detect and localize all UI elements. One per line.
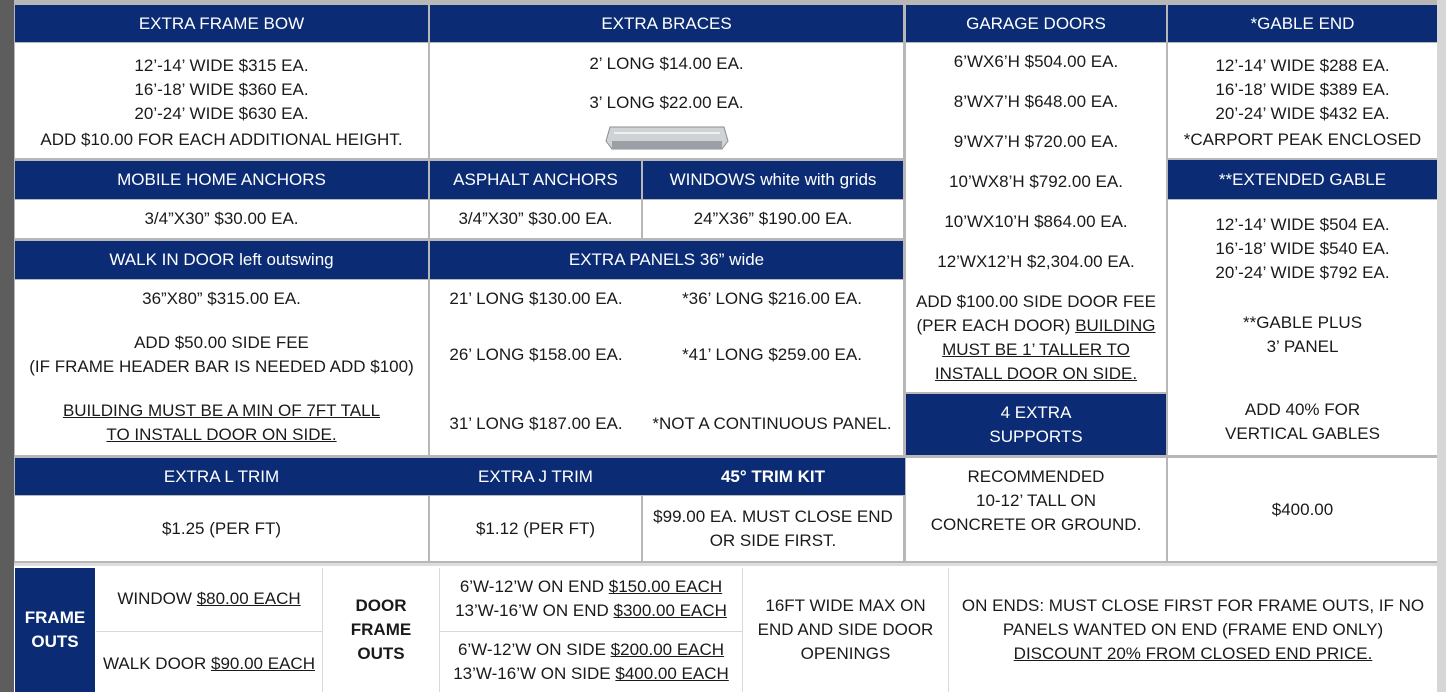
extra-frame-bow-header [15, 5, 428, 42]
max-width-note: END AND SIDE DOOR [757, 620, 934, 639]
door-frame-outs-label [323, 568, 439, 692]
frame-bow-line: 12’-14’ WIDE $315 EA. [134, 55, 309, 75]
extended-gable-header [1168, 160, 1437, 199]
asphalt-anchors-price: 3/4”X30” $30.00 EA. [458, 209, 613, 228]
side-door-price [453, 662, 729, 686]
extended-gable-title: **EXTENDED GABLE [1218, 169, 1387, 189]
extra-panels-title: EXTRA PANELS 36” wide [568, 250, 765, 269]
discount-note: DISCOUNT 20% FROM CLOSED END PRICE. [1013, 644, 1373, 663]
garage-door-item: 6’WX6’H $504.00 EA. [953, 52, 1119, 71]
gable-end-line: 20’-24’ WIDE $432 EA. [1215, 103, 1390, 123]
asphalt-anchors-cell [430, 200, 641, 238]
extra-frame-bow-title: EXTRA FRAME BOW [138, 13, 305, 33]
max-width-note: 16FT WIDE MAX ON [765, 596, 926, 615]
window-price: $80.00 EACH [196, 589, 301, 608]
garage-door-item: 10’WX8’H $792.00 EA. [949, 172, 1123, 191]
gable-end-header [1168, 5, 1437, 42]
recommended-text: RECOMMENDED [967, 467, 1105, 486]
gable-plus-text: **GABLE PLUS [1242, 313, 1363, 332]
frame-outs-label [15, 568, 95, 692]
l-trim-price: $1.25 (PER FT) [161, 518, 282, 538]
supports-recommendation-cell [906, 458, 1166, 561]
end-door-frame-outs-cell [440, 568, 742, 630]
extra-supports-header [906, 394, 1166, 455]
end-door-size: 13’W-16’W ON END [455, 601, 614, 620]
window-frame-out [117, 587, 300, 611]
extra-braces-title: EXTRA BRACES [601, 13, 732, 33]
end-door-price [455, 599, 727, 623]
j-trim-price: $1.12 (PER FT) [475, 518, 596, 538]
gable-end-line: 16’-18’ WIDE $389 EA. [1215, 79, 1390, 99]
side-door-amount: $200.00 EACH [610, 640, 725, 659]
panel-price: *41’ LONG $259.00 EA. [682, 345, 862, 364]
extra-j-trim-header [430, 458, 641, 495]
garage-doors-cell [906, 43, 1166, 392]
walk-in-door-header [15, 241, 428, 279]
brace-line: 2’ LONG $14.00 EA. [589, 54, 744, 73]
gable-end-line: 12’-14’ WIDE $288 EA. [1215, 55, 1390, 75]
install-side-text: INSTALL DOOR ON SIDE. [934, 364, 1138, 383]
extra-j-trim-title: EXTRA J TRIM [478, 466, 593, 486]
walk-in-door-cell [15, 280, 428, 455]
header-bar-text: (IF FRAME HEADER BAR IS NEEDED ADD $100) [29, 357, 414, 376]
extra-l-trim-header [15, 458, 428, 495]
continuous-panel-note: *NOT A CONTINUOUS PANEL. [652, 414, 892, 433]
trim-kit-cell [643, 496, 903, 561]
door-frame-outs-title: OUTS [357, 644, 405, 663]
brace-line: 3’ LONG $22.00 EA. [589, 93, 744, 112]
extra-l-trim-cell [15, 496, 428, 561]
garage-door-item: 10’WX10’H $864.00 EA. [944, 212, 1128, 231]
gable-end-cell [1168, 43, 1437, 158]
end-door-amount: $150.00 EACH [608, 577, 723, 596]
left-edge [0, 0, 14, 692]
min-height-text: TO INSTALL DOOR ON SIDE. [106, 425, 337, 444]
gable-plus-text: 3’ PANEL [1266, 337, 1339, 356]
extended-gable-line: 20’-24’ WIDE $792 EA. [1215, 263, 1390, 282]
recommended-text: CONCRETE OR GROUND. [930, 515, 1142, 534]
side-door-price [458, 638, 724, 662]
panels-left-column [430, 287, 642, 436]
extra-j-trim-cell [430, 496, 641, 561]
vertical-gables-text: ADD 40% FOR [1244, 400, 1361, 419]
walk-in-door-title: WALK IN DOOR left outswing [109, 250, 334, 269]
mobile-home-anchors-header [15, 161, 428, 199]
end-door-price [460, 575, 722, 599]
garage-doors-title: GARAGE DOORS [966, 13, 1106, 33]
mobile-home-anchors-title: MOBILE HOME ANCHORS [117, 170, 326, 189]
extended-gable-cell [1168, 200, 1437, 455]
side-door-size: 13’W-16’W ON SIDE [453, 664, 616, 683]
per-door-text: (PER EACH DOOR) [916, 316, 1076, 335]
ends-note-cell [949, 568, 1437, 692]
trim-kit-title: 45° TRIM KIT [720, 466, 826, 486]
windows-header [643, 161, 903, 199]
min-height-text: BUILDING MUST BE A MIN OF 7FT TALL [62, 401, 381, 420]
mobile-home-anchors-price: 3/4”X30” $30.00 EA. [144, 209, 299, 228]
extra-panels-header [430, 241, 903, 279]
building-taller-text: BUILDING [1075, 316, 1156, 335]
end-door-amount: $300.00 EACH [613, 601, 727, 620]
windows-title: WINDOWS white with grids [669, 170, 877, 189]
side-door-fee: ADD $100.00 SIDE DOOR FEE [916, 292, 1156, 311]
panel-price: 26’ LONG $158.00 EA. [449, 345, 623, 364]
walk-in-door-price: 36”X80” $315.00 EA. [142, 289, 301, 308]
max-width-note-cell [743, 568, 948, 692]
extra-braces-header [430, 5, 903, 42]
frame-outs-title: FRAME [24, 608, 86, 627]
panel-price: 31’ LONG $187.00 EA. [449, 414, 623, 433]
walk-door-frame-out [103, 652, 315, 676]
carport-peak-note: *CARPORT PEAK ENCLOSED [1183, 129, 1422, 149]
door-frame-outs-title: DOOR [355, 596, 407, 615]
side-fee-text: ADD $50.00 SIDE FEE [134, 333, 309, 352]
side-door-size: 6’W-12’W ON SIDE [457, 640, 611, 659]
garage-door-item: 12’WX12’H $2,304.00 EA. [937, 252, 1135, 271]
window-label: WINDOW [117, 589, 197, 608]
asphalt-anchors-title: ASPHALT ANCHORS [453, 170, 618, 189]
ends-note: PANELS WANTED ON END (FRAME END ONLY) [1002, 620, 1384, 639]
trim-kit-note: OR SIDE FIRST. [709, 530, 837, 550]
asphalt-anchors-header [430, 161, 641, 199]
extra-braces-cell [430, 43, 903, 158]
door-frame-outs-title: FRAME [350, 620, 412, 639]
building-taller-text: MUST BE 1’ TALLER TO [942, 340, 1130, 359]
panels-right-column [642, 287, 902, 436]
side-door-fee-note [917, 314, 1156, 338]
walk-door-label: WALK DOOR [103, 654, 212, 673]
right-edge [1437, 0, 1446, 692]
mobile-home-anchors-cell [15, 200, 428, 238]
end-door-size: 6’W-12’W ON END [459, 577, 609, 596]
supports-price-cell [1168, 458, 1437, 561]
windows-cell [643, 200, 903, 238]
max-width-note: OPENINGS [800, 644, 891, 663]
extended-gable-line: 12’-14’ WIDE $504 EA. [1215, 215, 1390, 234]
extra-supports-title: 4 EXTRA [1000, 402, 1072, 422]
garage-door-item: 9’WX7’H $720.00 EA. [953, 132, 1119, 151]
walk-door-frame-out-cell [96, 632, 322, 692]
extra-l-trim-title: EXTRA L TRIM [163, 466, 280, 486]
extra-supports-title: SUPPORTS [989, 426, 1083, 446]
gable-end-title: *GABLE END [1250, 13, 1355, 33]
walk-door-price: $90.00 EACH [211, 654, 315, 673]
frame-bow-line: 20’-24’ WIDE $630 EA. [134, 103, 309, 123]
frame-bow-line: 16’-18’ WIDE $360 EA. [134, 79, 309, 99]
supports-price: $400.00 [1271, 499, 1334, 519]
panel-price: 21’ LONG $130.00 EA. [449, 289, 623, 308]
extended-gable-line: 16’-18’ WIDE $540 EA. [1215, 239, 1390, 258]
ends-note: ON ENDS: MUST CLOSE FIRST FOR FRAME OUTS, IF NO [961, 596, 1425, 615]
garage-door-item: 8’WX7’H $648.00 EA. [953, 92, 1119, 111]
window-frame-out-cell [96, 568, 322, 630]
vertical-gables-text: VERTICAL GABLES [1225, 424, 1380, 443]
panel-price: *36’ LONG $216.00 EA. [682, 289, 862, 308]
garage-doors-header [906, 5, 1166, 42]
frame-bow-note: ADD $10.00 FOR EACH ADDITIONAL HEIGHT. [40, 129, 403, 149]
recommended-text: 10-12’ TALL ON [975, 491, 1096, 510]
trim-kit-price: $99.00 EA. MUST CLOSE END [653, 506, 893, 526]
side-door-amount: $400.00 EACH [615, 664, 729, 683]
trim-kit-header [643, 458, 903, 495]
brace-image [604, 123, 730, 153]
windows-price: 24”X36” $190.00 EA. [693, 209, 853, 228]
extra-frame-bow-cell [15, 43, 428, 158]
side-door-frame-outs-cell [440, 632, 742, 692]
frame-outs-title: OUTS [31, 632, 79, 651]
